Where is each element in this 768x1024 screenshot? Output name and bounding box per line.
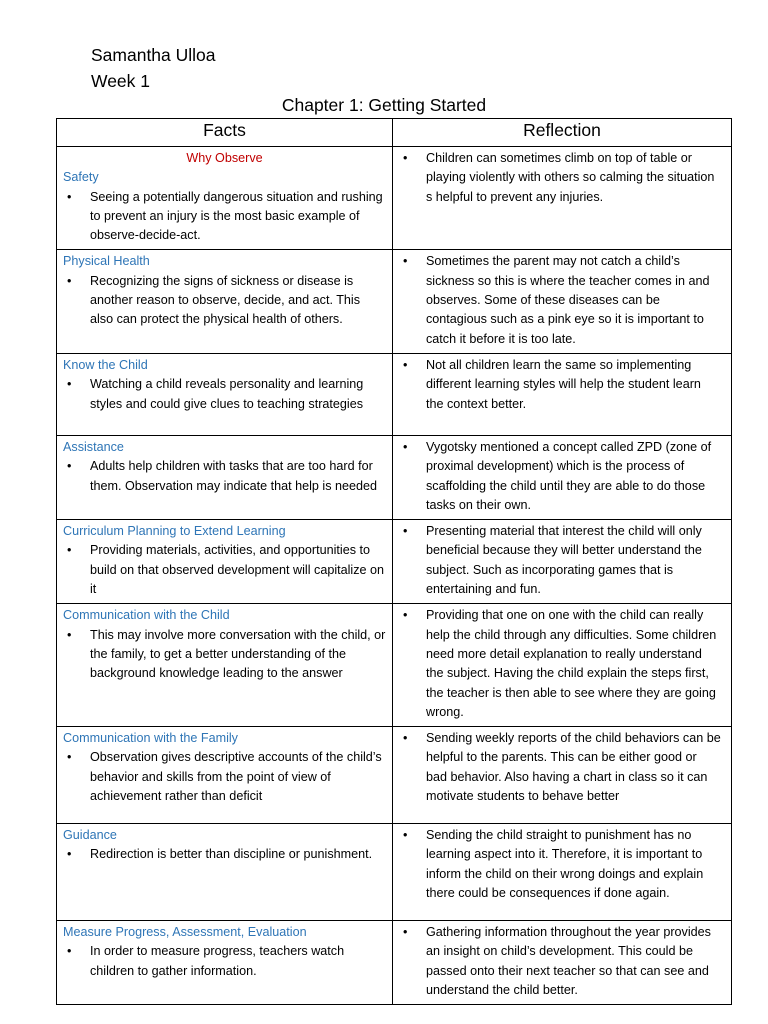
topic-title: Physical Health (63, 254, 150, 269)
fact-text: • Observation gives descriptive accounts of the child’s behavior and skills from the point of view of achievement rather than deficit (63, 748, 386, 806)
reflection-header: Reflection (393, 119, 732, 147)
topic-title: Communication with the Family (63, 731, 238, 746)
table-row (57, 921, 732, 1005)
fact-cell (57, 604, 393, 727)
reflection-text: • Providing that one on one with the child can really help the child through any difficulties. Some children need more detail explanation to really understand the subject. Having the child explain the steps first, the teacher is then able to see where they are going wrong. (399, 606, 721, 722)
week-label: Week 1 (91, 71, 151, 91)
fact-cell (57, 727, 393, 824)
fact-cell (57, 353, 393, 435)
reflection-cell (393, 824, 732, 921)
topic-title: Curriculum Planning to Extend Learning (63, 524, 286, 539)
table-row (57, 520, 732, 604)
reflection-text: • Sending the child straight to punishment has no learning aspect into it. Therefore, it is important to inform the child on their wrong doings and explain there could be consequences if done again. (399, 826, 721, 903)
facts-header: Facts (57, 119, 393, 147)
fact-text: • In order to measure progress, teachers watch children to gather information. (63, 942, 386, 981)
reflection-cell (393, 435, 732, 519)
topic-title: Safety (63, 170, 99, 185)
fact-text: • This may involve more conversation with the child, or the family, to get a better understanding of the background knowledge leading to the answer (63, 626, 386, 684)
reflection-text: • Not all children learn the same so implementing different learning styles will help the student learn the context better. (399, 356, 721, 414)
fact-text: • Providing materials, activities, and opportunities to build on that observed development will capitalize on it (63, 541, 386, 599)
table-row (57, 147, 732, 250)
table-row (57, 250, 732, 353)
fact-cell (57, 520, 393, 604)
topic-title: Communication with the Child (63, 608, 230, 623)
reflection-cell (393, 520, 732, 604)
topic-title: Guidance (63, 828, 117, 843)
table-row (57, 824, 732, 921)
reflection-text: • Children can sometimes climb on top of table or playing violently with others so calming the situation s helpful to prevent any injuries. (399, 149, 721, 207)
topic-title: Know the Child (63, 357, 148, 372)
reflection-text: • Presenting material that interest the child will only beneficial because they will better understand the subject. Such as incorporating games that is entertaining and fun. (399, 522, 721, 599)
facts-reflection-table (56, 118, 732, 1005)
fact-text: • Recognizing the signs of sickness or disease is another reason to observe, decide, and act. This also can protect the physical health of others. (63, 272, 386, 330)
reflection-cell (393, 604, 732, 727)
reflection-cell (393, 147, 732, 250)
reflection-text: • Gathering information throughout the year provides an insight on child’s development. This could be passed onto their next teacher so that can see and understand the child better. (399, 923, 721, 1000)
table-row (57, 353, 732, 435)
fact-text: • Seeing a potentially dangerous situation and rushing to prevent an injury is the most basic example of observe-decide-act. (63, 188, 386, 246)
page-title: Chapter 1: Getting Started (281, 95, 487, 115)
fact-text: • Watching a child reveals personality and learning styles and could give clues to teaching strategies (63, 375, 386, 414)
fact-cell (57, 435, 393, 519)
reflection-cell (393, 353, 732, 435)
reflection-cell (393, 250, 732, 353)
fact-cell (57, 921, 393, 1005)
topic-title: Measure Progress, Assessment, Evaluation (63, 925, 307, 940)
table-row (57, 435, 732, 519)
table-header-row (57, 119, 732, 147)
fact-cell (57, 250, 393, 353)
fact-text: • Adults help children with tasks that are too hard for them. Observation may indicate that help is needed (63, 457, 386, 496)
reflection-cell (393, 727, 732, 824)
table-row (57, 727, 732, 824)
author-name: Samantha Ulloa (91, 45, 216, 65)
fact-cell (57, 824, 393, 921)
reflection-cell (393, 921, 732, 1005)
fact-cell (57, 147, 393, 250)
table-row (57, 604, 732, 727)
reflection-text: • Sometimes the parent may not catch a child’s sickness so this is where the teacher comes in and observes. Some of these diseases can be contagious such as a pink eye so it is important to catch it before it is too late. (399, 252, 721, 348)
fact-text: • Redirection is better than discipline or punishment. (63, 845, 386, 864)
section-heading: Why Observe (186, 151, 263, 165)
reflection-text: • Sending weekly reports of the child behaviors can be helpful to the parents. This can be either good or bad behavior. Also having a chart in class so it can motivate students to behave better (399, 729, 721, 806)
topic-title: Assistance (63, 439, 124, 454)
reflection-text: • Vygotsky mentioned a concept called ZPD (zone of proximal development) which is the process of scaffolding the child until they are able to do those tasks on their own. (399, 438, 721, 515)
